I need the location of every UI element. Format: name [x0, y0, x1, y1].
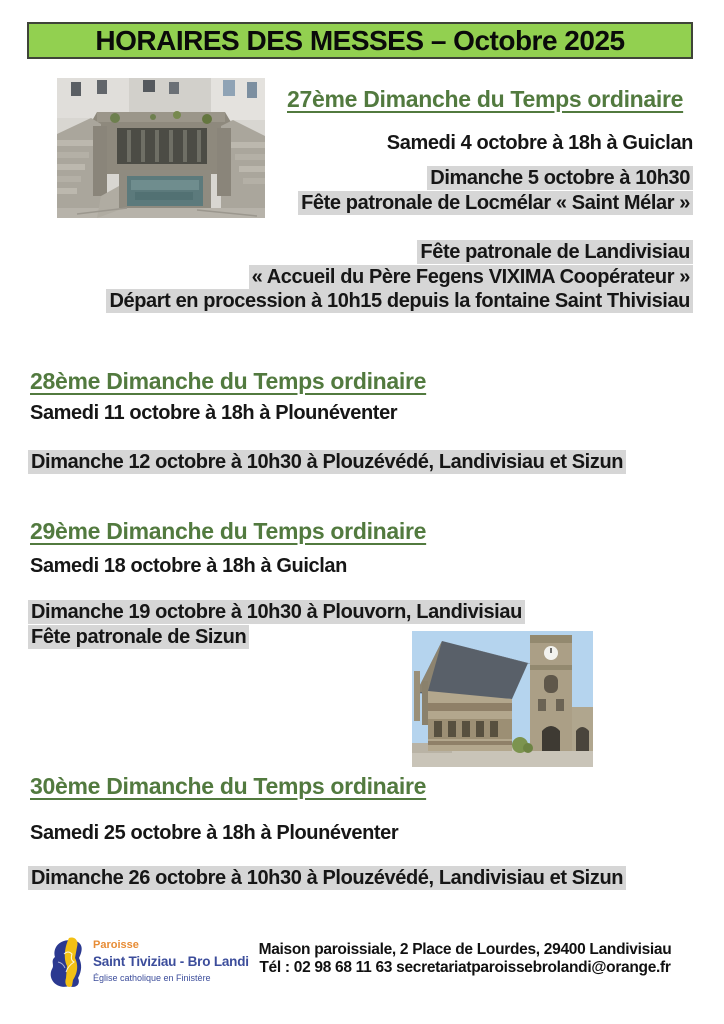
s29-dimanche-line1: Dimanche 19 octobre à 10h30 à Plouvorn, Landivisiau — [28, 601, 525, 625]
contact-line: Tél : 02 98 68 11 63 secretariatparoissebrolandi@orange.fr — [259, 959, 671, 976]
s27-dimanche-line1: Dimanche 5 octobre à 10h30 — [298, 167, 693, 191]
s30-dimanche-line: Dimanche 26 octobre à 10h30 à Plouzévédé, Landivisiau et Sizun — [28, 867, 626, 890]
s27-fete-line1: Fête patronale de Landivisiau — [106, 241, 693, 265]
church-photo — [412, 631, 593, 767]
parish-logo-text — [93, 940, 249, 983]
s27-dimanche-line2: Fête patronale de Locmélar « Saint Mélar » — [298, 192, 693, 216]
section-heading-30: 30ème Dimanche du Temps ordinaire — [30, 773, 427, 799]
s28-samedi-line: Samedi 11 octobre à 18h à Plounéventer — [30, 402, 398, 424]
s29-dimanche-line2: Fête patronale de Sizun — [28, 626, 525, 650]
logo-line-diocese: Église catholique en Finistère — [93, 972, 211, 983]
s28-dimanche-line: Dimanche 12 octobre à 10h30 à Plouzévédé, Landivisiau et Sizun — [28, 451, 626, 474]
address-line: Maison paroissiale, 2 Place de Lourdes, 29400 Landivisiau — [258, 941, 672, 958]
logo-line-parish-name: Saint Tiviziau - Bro Landi — [93, 954, 249, 969]
s27-fete-line3: Départ en procession à 10h15 depuis la fontaine Saint Thivisiau — [106, 290, 693, 314]
fountain-photo — [57, 78, 265, 218]
section-heading-29: 29ème Dimanche du Temps ordinaire — [30, 518, 427, 544]
parish-logo-icon — [46, 936, 90, 990]
page-title: HORAIRES DES MESSES – Octobre 2025 — [27, 22, 693, 59]
s27-dimanche-block — [298, 167, 693, 216]
s29-samedi-line: Samedi 18 octobre à 18h à Guiclan — [30, 555, 347, 577]
s27-fete-line2: « Accueil du Père Fegens VIXIMA Coopérateur » — [106, 266, 693, 290]
s30-samedi-line: Samedi 25 octobre à 18h à Plounéventer — [30, 822, 399, 844]
s27-samedi-line: Samedi 4 octobre à 18h à Guiclan — [386, 132, 693, 154]
logo-line-paroisse: Paroisse — [93, 939, 139, 951]
footer-address — [233, 941, 697, 977]
section-heading-27: 27ème Dimanche du Temps ordinaire — [287, 86, 684, 112]
s27-fete-block — [106, 241, 693, 315]
section-heading-28: 28ème Dimanche du Temps ordinaire — [30, 368, 427, 394]
